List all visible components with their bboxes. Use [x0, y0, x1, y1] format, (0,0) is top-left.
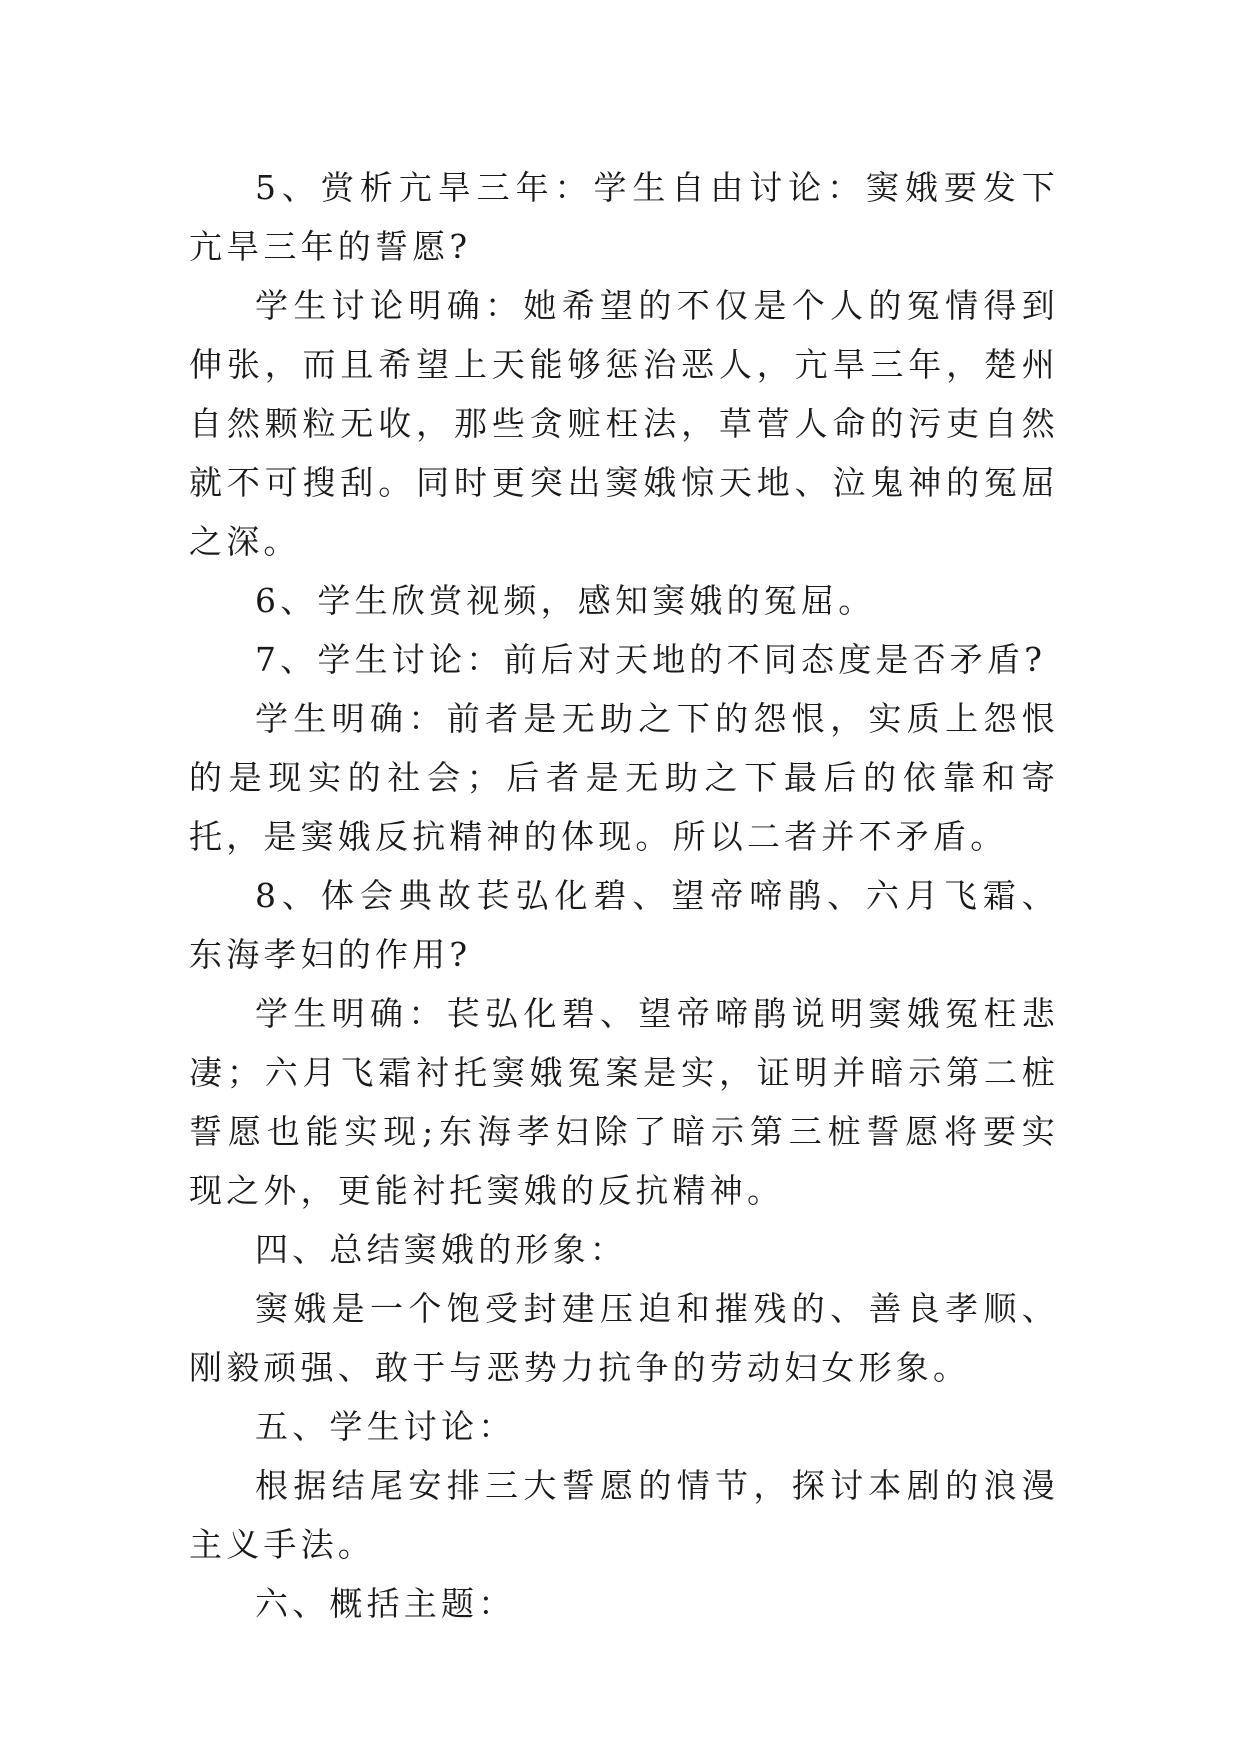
paragraph-discussion-answer-3: 学生明确：苌弘化碧、望帝啼鹃说明窦娥冤枉悲凄；六月飞霜衬托窦娥冤案是实，证明并暗示第二桩誓愿也能实现;东海孝妇除了暗示第三桩誓愿将要实现之外，更能衬托窦娥的反抗精神。	[189, 994, 1059, 1210]
paragraph-discussion-topic: 根据结尾安排三大誓愿的情节，探讨本剧的浪漫主义手法。	[189, 1466, 1059, 1564]
paragraph-discussion-answer-2: 学生明确：前者是无助之下的怨恨，实质上怨恨的是现实的社会；后者是无助之下最后的依靠和寄托，是窦娥反抗精神的体现。所以二者并不矛盾。	[189, 699, 1059, 856]
paragraph-item-8-heading: 8、体会典故苌弘化碧、望帝啼鹃、六月飞霜、东海孝妇的作用?	[189, 876, 1059, 974]
paragraph-character-summary: 窦娥是一个饱受封建压迫和摧残的、善良孝顺、刚毅顽强、敢于与恶势力抗争的劳动妇女形象。	[189, 1289, 1059, 1387]
paragraph-item-6: 6、学生欣赏视频，感知窦娥的冤屈。	[255, 581, 876, 620]
section-heading-4: 四、总结窦娥的形象：	[255, 1230, 627, 1269]
section-heading-6: 六、概括主题：	[255, 1584, 516, 1623]
paragraph-item-5-heading: 5、赏析亢旱三年：学生自由讨论：窦娥要发下亢旱三年的誓愿?	[189, 168, 1059, 266]
document-body	[189, 158, 1059, 1633]
section-heading-5: 五、学生讨论：	[255, 1407, 516, 1446]
paragraph-discussion-answer-1: 学生讨论明确：她希望的不仅是个人的冤情得到伸张，而且希望上天能够惩治恶人，亢旱三年，楚州自然颗粒无收，那些贪赃枉法，草菅人命的污吏自然就不可搜刮。同时更突出窦娥惊天地、泣鬼神的冤屈之深。	[189, 286, 1059, 561]
paragraph-item-7-heading: 7、学生讨论：前后对天地的不同态度是否矛盾?	[255, 640, 1047, 679]
